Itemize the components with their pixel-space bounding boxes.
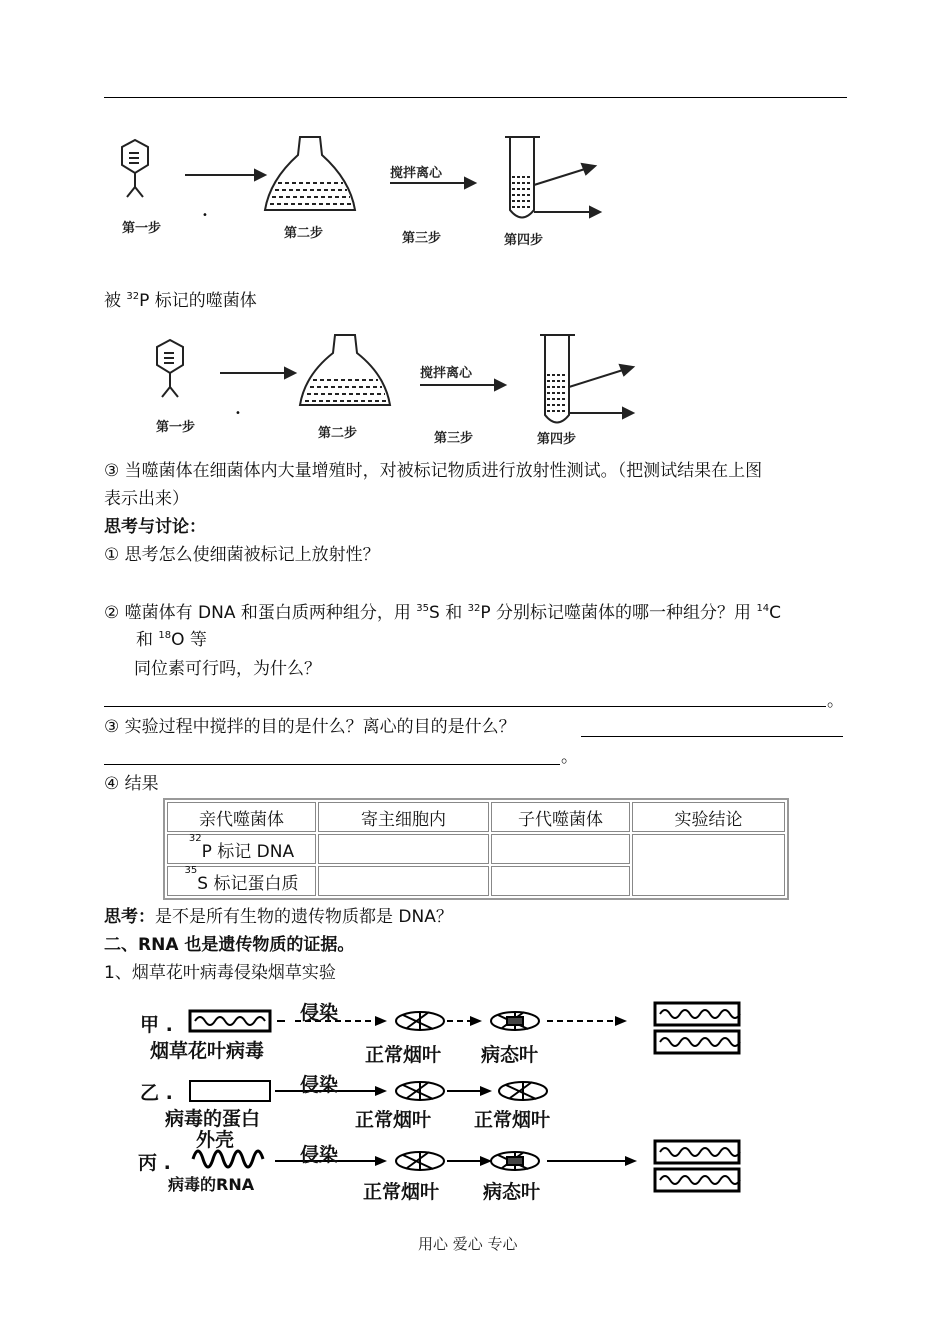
section-2-heading: 二、RNA 也是遗传物质的证据。: [104, 935, 355, 955]
flask-icon: [265, 137, 355, 210]
table-cell[interactable]: [318, 834, 489, 864]
tmv-diagram: [135, 995, 755, 1200]
sick-leaf-icon: [491, 1012, 539, 1030]
period-q2: 。: [827, 691, 844, 711]
arrow-step3: [420, 380, 505, 390]
tmv-bing-label: 丙 .: [138, 1152, 171, 1174]
question-2-line3: 同位素可行吗，为什么？: [134, 659, 321, 679]
protein-shell-icon: [190, 1081, 270, 1101]
period-q3: 。: [561, 747, 578, 767]
tmv-yi-label: 乙 .: [140, 1082, 173, 1104]
table-header-row: [167, 802, 785, 832]
step2-label: 第二步: [284, 226, 324, 241]
flask-icon: [300, 335, 390, 405]
tmv-yi-name1: 病毒的蛋白: [165, 1108, 261, 1130]
virus-rod-icon: [655, 1141, 739, 1163]
table-cell[interactable]: [491, 834, 630, 864]
header-parent-phage: 亲代噬菌体: [167, 802, 316, 832]
rna-strand-icon: [193, 1151, 263, 1167]
answer-line-q3a[interactable]: [581, 736, 843, 737]
test-tube-icon: [505, 137, 540, 218]
item3-line1: ③ 当噬菌体在细菌体内大量增殖时，对被标记物质进行放射性测试。（把测试结果在上图: [104, 461, 763, 481]
step4-label: 第四步: [504, 233, 544, 248]
tmv-jia-label: 甲 .: [140, 1014, 173, 1036]
tmv-normal-leaf-3: 正常烟叶: [474, 1109, 551, 1131]
virus-rod-icon: [655, 1003, 739, 1025]
header-offspring-phage: 子代噬菌体: [491, 802, 630, 832]
row-label-p32: $^{32}$P 标记 DNA: [167, 834, 316, 864]
discussion-heading: 思考与讨论：: [104, 517, 206, 537]
centrifuge-label: 搅拌离心: [390, 166, 443, 181]
think-line: 思考：是不是所有生物的遗传物质都是 DNA？: [104, 907, 453, 927]
p32-caption: 被 $^{32}$P 标记的噬菌体: [104, 291, 257, 311]
arrow-step1: [185, 170, 265, 180]
tmv-yi-name2: 外壳: [196, 1129, 235, 1151]
leaf-icon: [396, 1152, 444, 1170]
virus-rod-icon: [190, 1011, 270, 1031]
step3-label: 第三步: [402, 231, 442, 246]
tmv-sick-leaf-1: 病态叶: [481, 1044, 539, 1066]
question-1: ① 思考怎么使细菌被标记上放射性？: [104, 545, 380, 565]
table-cell-conclusion[interactable]: [632, 834, 785, 896]
phage-icon: [122, 140, 148, 197]
header-conclusion: 实验结论: [632, 802, 785, 832]
tmv-infect-3: 侵染: [300, 1144, 339, 1166]
sick-leaf-icon: [491, 1152, 539, 1170]
question-2-line2: 和 $^{18}$O 等: [136, 630, 207, 650]
page-footer: 用心 爱心 专心: [418, 1235, 518, 1253]
answer-line-q3b[interactable]: [104, 764, 560, 765]
tmv-infect-2: 侵染: [300, 1074, 339, 1096]
question-2-line1: ② 噬菌体有 DNA 和蛋白质两种组分，用 $^{35}$S 和 $^{32}$P 分别标记噬菌体的哪一种组分？用 $^{14}$C: [104, 603, 782, 623]
step1-label: 第一步: [122, 221, 162, 236]
tmv-normal-leaf-1: 正常烟叶: [365, 1044, 442, 1066]
header-host-cell: 寄主细胞内: [318, 802, 489, 832]
question-3: ③ 实验过程中搅拌的目的是什么？离心的目的是什么？: [104, 717, 516, 737]
tube-arrows: [534, 164, 600, 217]
table-cell[interactable]: [491, 866, 630, 896]
row-label-s35: $^{35}$S 标记蛋白质: [167, 866, 316, 896]
arrow-step1: [220, 368, 295, 378]
table-cell[interactable]: [318, 866, 489, 896]
answer-line-q2[interactable]: [104, 706, 826, 707]
tmv-sick-leaf-2: 病态叶: [483, 1181, 541, 1203]
test-tube-icon: [540, 335, 575, 423]
tmv-infect-1: 侵染: [300, 1002, 339, 1024]
virus-rod-icon: [655, 1031, 739, 1053]
step4-label-b: 第四步: [537, 432, 577, 447]
experiment-1-title: 1、烟草花叶病毒侵染烟草实验: [104, 963, 336, 983]
dot-mark: •: [202, 210, 208, 221]
leaf-icon: [396, 1012, 444, 1030]
step3-label-b: 第三步: [434, 431, 474, 446]
virus-rod-icon: [655, 1169, 739, 1191]
tube-arrows: [569, 365, 633, 418]
results-table: [163, 798, 789, 900]
item3-line2: 表示出来）: [104, 489, 189, 509]
header-rule: [104, 97, 847, 98]
step1-label-b: 第一步: [156, 420, 196, 435]
tmv-normal-leaf-2: 正常烟叶: [355, 1109, 432, 1131]
leaf-icon: [499, 1082, 547, 1100]
tmv-bing-name: 病毒的RNA: [168, 1175, 255, 1194]
centrifuge-label-b: 搅拌离心: [420, 366, 473, 381]
step2-label-b: 第二步: [318, 426, 358, 441]
tmv-normal-leaf-4: 正常烟叶: [363, 1181, 440, 1203]
tmv-jia-name: 烟草花叶病毒: [150, 1040, 265, 1062]
phage-icon: [157, 340, 183, 397]
dot-mark-b: •: [235, 408, 241, 419]
table-row: [167, 834, 785, 864]
question-4: ④ 结果: [104, 774, 159, 794]
leaf-icon: [396, 1082, 444, 1100]
